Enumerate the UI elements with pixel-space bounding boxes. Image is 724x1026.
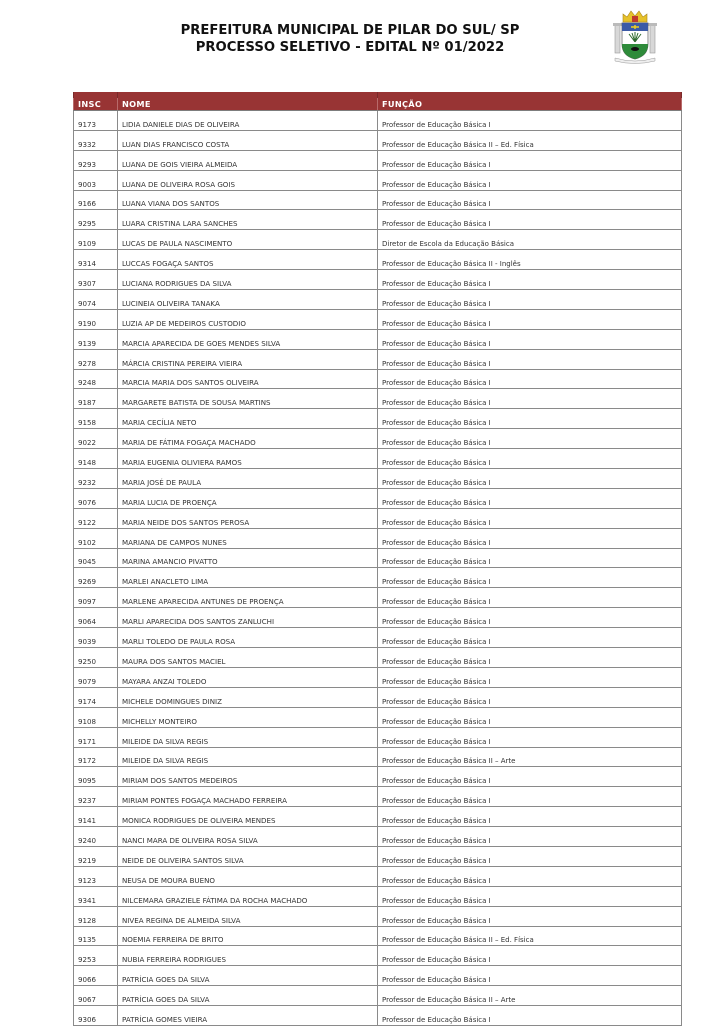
cell-insc: 9022 (74, 429, 118, 449)
cell-insc: 9148 (74, 449, 118, 469)
cell-nome: MARLI TOLEDO DE PAULA ROSA (118, 628, 378, 648)
cell-funcao: Professor de Educação Básica I (378, 667, 682, 687)
cell-nome: LUCIANA RODRIGUES DA SILVA (118, 270, 378, 290)
cell-funcao: Professor de Educação Básica I (378, 429, 682, 449)
cell-nome: MARIA EUGENIA OLIVIERA RAMOS (118, 449, 378, 469)
cell-insc: 9045 (74, 548, 118, 568)
table-row (74, 787, 682, 807)
table-row (74, 846, 682, 866)
table-row (74, 230, 682, 250)
cell-nome: LUCAS DE PAULA NASCIMENTO (118, 230, 378, 250)
cell-insc: 9293 (74, 150, 118, 170)
cell-funcao: Professor de Educação Básica I (378, 270, 682, 290)
cell-funcao: Professor de Educação Básica I (378, 1006, 682, 1026)
cell-nome: NUBIA FERREIRA RODRIGUES (118, 946, 378, 966)
cell-nome: MONICA RODRIGUES DE OLIVEIRA MENDES (118, 807, 378, 827)
cell-insc: 9064 (74, 608, 118, 628)
cell-nome: MICHELE DOMINGUES DINIZ (118, 687, 378, 707)
cell-nome: LUCINEIA OLIVEIRA TANAKA (118, 290, 378, 310)
cell-funcao: Professor de Educação Básica I (378, 150, 682, 170)
cell-nome: MARIA DE FÁTIMA FOGAÇA MACHADO (118, 429, 378, 449)
cell-insc: 9219 (74, 846, 118, 866)
cell-insc: 9232 (74, 469, 118, 489)
cell-nome: MARLEI ANACLETO LIMA (118, 568, 378, 588)
table-row (74, 349, 682, 369)
cell-insc: 9295 (74, 210, 118, 230)
cell-funcao: Professor de Educação Básica I (378, 628, 682, 648)
cell-funcao: Professor de Educação Básica I (378, 648, 682, 668)
cell-funcao: Professor de Educação Básica II – Ed. Física (378, 926, 682, 946)
cell-insc: 9172 (74, 747, 118, 767)
cell-funcao: Professor de Educação Básica I (378, 488, 682, 508)
cell-nome: LUARA CRISTINA LARA SANCHES (118, 210, 378, 230)
table-row (74, 508, 682, 528)
table-row (74, 429, 682, 449)
cell-nome: NIVEA REGINA DE ALMEIDA SILVA (118, 906, 378, 926)
cell-nome: NEUSA DE MOURA BUENO (118, 866, 378, 886)
table-row (74, 488, 682, 508)
cell-funcao: Professor de Educação Básica I (378, 190, 682, 210)
cell-nome: MAURA DOS SANTOS MACIEL (118, 648, 378, 668)
cell-nome: LUANA VIANA DOS SANTOS (118, 190, 378, 210)
cell-insc: 9171 (74, 727, 118, 747)
cell-nome: MÁRCIA CRISTINA PEREIRA VIEIRA (118, 349, 378, 369)
table-row (74, 886, 682, 906)
cell-nome: PATRÍCIA GOES DA SILVA (118, 986, 378, 1006)
table-row (74, 1006, 682, 1026)
cell-funcao: Professor de Educação Básica I (378, 588, 682, 608)
cell-funcao: Professor de Educação Básica II - Inglês (378, 250, 682, 270)
cell-insc: 9190 (74, 309, 118, 329)
table-row (74, 150, 682, 170)
table-row (74, 409, 682, 429)
cell-nome: NEIDE DE OLIVEIRA SANTOS SILVA (118, 846, 378, 866)
cell-funcao: Professor de Educação Básica I (378, 707, 682, 727)
cell-insc: 9128 (74, 906, 118, 926)
table-row (74, 866, 682, 886)
title-line-1: PREFEITURA MUNICIPAL DE PILAR DO SUL/ SP (180, 23, 520, 38)
table-row (74, 827, 682, 847)
cell-funcao: Professor de Educação Básica I (378, 608, 682, 628)
cell-insc: 9079 (74, 667, 118, 687)
cell-insc: 9237 (74, 787, 118, 807)
cell-funcao: Professor de Educação Básica I (378, 548, 682, 568)
cell-funcao: Professor de Educação Básica I (378, 727, 682, 747)
cell-insc: 9108 (74, 707, 118, 727)
table-row (74, 568, 682, 588)
cell-nome: PATRÍCIA GOMES VIEIRA (118, 1006, 378, 1026)
cell-insc: 9109 (74, 230, 118, 250)
cell-nome: MARCIA MARIA DOS SANTOS OLIVEIRA (118, 369, 378, 389)
cell-nome: NOEMIA FERREIRA DE BRITO (118, 926, 378, 946)
table-row (74, 648, 682, 668)
cell-funcao: Professor de Educação Básica I (378, 329, 682, 349)
cell-insc: 9066 (74, 966, 118, 986)
cell-insc: 9332 (74, 130, 118, 150)
table-row (74, 170, 682, 190)
cell-insc: 9269 (74, 568, 118, 588)
table-row (74, 449, 682, 469)
column-header-nome: NOME (118, 98, 378, 111)
cell-nome: MIRIAM PONTES FOGAÇA MACHADO FERREIRA (118, 787, 378, 807)
cell-nome: NANCI MARA DE OLIVEIRA ROSA SILVA (118, 827, 378, 847)
cell-funcao: Professor de Educação Básica I (378, 309, 682, 329)
cell-funcao: Professor de Educação Básica I (378, 946, 682, 966)
coat-of-arms-icon (611, 8, 659, 64)
cell-nome: LUAN DIAS FRANCISCO COSTA (118, 130, 378, 150)
cell-funcao: Professor de Educação Básica I (378, 906, 682, 926)
cell-insc: 9123 (74, 866, 118, 886)
cell-funcao: Professor de Educação Básica I (378, 827, 682, 847)
column-header-insc: INSC (74, 98, 118, 111)
table-row (74, 210, 682, 230)
cell-insc: 9097 (74, 588, 118, 608)
cell-funcao: Professor de Educação Básica I (378, 369, 682, 389)
cell-nome: MARLENE APARECIDA ANTUNES DE PROENÇA (118, 588, 378, 608)
table-row (74, 270, 682, 290)
table-row (74, 667, 682, 687)
table-row (74, 130, 682, 150)
table-row (74, 807, 682, 827)
cell-insc: 9306 (74, 1006, 118, 1026)
table-row (74, 190, 682, 210)
cell-insc: 9341 (74, 886, 118, 906)
right-pillar (650, 25, 655, 53)
cell-nome: MAYARA ANZAI TOLEDO (118, 667, 378, 687)
cell-funcao: Professor de Educação Básica I (378, 469, 682, 489)
table-row (74, 111, 682, 131)
cell-funcao: Professor de Educação Básica I (378, 886, 682, 906)
cell-nome: MARIA CECÍLIA NETO (118, 409, 378, 429)
candidates-table-container (73, 92, 681, 1026)
cell-funcao: Professor de Educação Básica I (378, 409, 682, 429)
cell-funcao: Professor de Educação Básica II – Arte (378, 986, 682, 1006)
cell-nome: MARGARETE BATISTA DE SOUSA MARTINS (118, 389, 378, 409)
cell-insc: 9102 (74, 528, 118, 548)
cell-nome: MARINA AMANCIO PIVATTO (118, 548, 378, 568)
cell-insc: 9248 (74, 369, 118, 389)
cell-funcao: Professor de Educação Básica I (378, 508, 682, 528)
cell-funcao: Professor de Educação Básica I (378, 568, 682, 588)
cell-nome: MICHELLY MONTEIRO (118, 707, 378, 727)
table-row (74, 290, 682, 310)
table-row (74, 767, 682, 787)
table-row (74, 926, 682, 946)
cell-insc: 9095 (74, 767, 118, 787)
table-row (74, 687, 682, 707)
cell-insc: 9173 (74, 111, 118, 131)
cell-funcao: Professor de Educação Básica II – Arte (378, 747, 682, 767)
cell-nome: LUZIA AP DE MEDEIROS CUSTODIO (118, 309, 378, 329)
cell-insc: 9278 (74, 349, 118, 369)
table-body (74, 111, 682, 1026)
cell-nome: LUANA DE GOIS VIEIRA ALMEIDA (118, 150, 378, 170)
cell-insc: 9253 (74, 946, 118, 966)
cell-insc: 9122 (74, 508, 118, 528)
table-row (74, 329, 682, 349)
title-line-2: PROCESSO SELETIVO - EDITAL Nº 01/2022 (195, 40, 505, 55)
table-row (74, 608, 682, 628)
cell-nome: MARIANA DE CAMPOS NUNES (118, 528, 378, 548)
table-row (74, 966, 682, 986)
table-row (74, 389, 682, 409)
cell-funcao: Professor de Educação Básica II – Ed. Física (378, 130, 682, 150)
table-row (74, 469, 682, 489)
cell-nome: MARIA LUCIA DE PROENÇA (118, 488, 378, 508)
cell-funcao: Professor de Educação Básica I (378, 866, 682, 886)
column-header-funcao: FUNÇÃO (378, 98, 682, 111)
cell-funcao: Professor de Educação Básica I (378, 787, 682, 807)
cell-insc: 9141 (74, 807, 118, 827)
cell-funcao: Professor de Educação Básica I (378, 528, 682, 548)
left-pillar (615, 25, 620, 53)
table-row (74, 369, 682, 389)
cell-nome: LUCCAS FOGAÇA SANTOS (118, 250, 378, 270)
cell-insc: 9240 (74, 827, 118, 847)
cell-insc: 9135 (74, 926, 118, 946)
table-row (74, 707, 682, 727)
table-row (74, 309, 682, 329)
cell-nome: MARIA NEIDE DOS SANTOS PEROSA (118, 508, 378, 528)
table-row (74, 250, 682, 270)
shield-base (622, 44, 648, 59)
cell-nome: NILCEMARA GRAZIELE FÁTIMA DA ROCHA MACHADO (118, 886, 378, 906)
crown-gate (632, 16, 638, 22)
cell-nome: MIRIAM DOS SANTOS MEDEIROS (118, 767, 378, 787)
cell-nome: LUANA DE OLIVEIRA ROSA GOIS (118, 170, 378, 190)
cell-insc: 9158 (74, 409, 118, 429)
table-row (74, 588, 682, 608)
cell-insc: 9003 (74, 170, 118, 190)
cell-insc: 9076 (74, 488, 118, 508)
table-row (74, 727, 682, 747)
cell-funcao: Professor de Educação Básica I (378, 111, 682, 131)
cell-insc: 9166 (74, 190, 118, 210)
cell-insc: 9067 (74, 986, 118, 1006)
cell-nome: MILEIDE DA SILVA REGIS (118, 747, 378, 767)
table-row (74, 548, 682, 568)
document-title (150, 22, 550, 56)
cell-nome: MARIA JOSÉ DE PAULA (118, 469, 378, 489)
cell-funcao: Professor de Educação Básica I (378, 170, 682, 190)
table-row (74, 528, 682, 548)
table-row (74, 628, 682, 648)
cell-insc: 9314 (74, 250, 118, 270)
cell-nome: MARCIA APARECIDA DE GOES MENDES SILVA (118, 329, 378, 349)
cell-nome: MILEIDE DA SILVA REGIS (118, 727, 378, 747)
cell-funcao: Professor de Educação Básica I (378, 449, 682, 469)
cell-funcao: Professor de Educação Básica I (378, 210, 682, 230)
cell-insc: 9039 (74, 628, 118, 648)
table-header-row (74, 98, 682, 111)
cell-nome: PATRÍCIA GOES DA SILVA (118, 966, 378, 986)
cell-insc: 9250 (74, 648, 118, 668)
cell-funcao: Professor de Educação Básica I (378, 290, 682, 310)
cell-funcao: Professor de Educação Básica I (378, 687, 682, 707)
cell-funcao: Professor de Educação Básica I (378, 846, 682, 866)
cell-funcao: Diretor de Escola da Educação Básica (378, 230, 682, 250)
cell-insc: 9187 (74, 389, 118, 409)
cell-funcao: Professor de Educação Básica I (378, 807, 682, 827)
table-row (74, 946, 682, 966)
cell-funcao: Professor de Educação Básica I (378, 349, 682, 369)
cell-nome: LIDIA DANIELE DIAS DE OLIVEIRA (118, 111, 378, 131)
cell-funcao: Professor de Educação Básica I (378, 389, 682, 409)
table-row (74, 747, 682, 767)
cell-insc: 9307 (74, 270, 118, 290)
candidates-table (73, 92, 682, 1026)
cell-funcao: Professor de Educação Básica I (378, 966, 682, 986)
cell-nome: MARLI APARECIDA DOS SANTOS ZANLUCHI (118, 608, 378, 628)
cell-insc: 9174 (74, 687, 118, 707)
cell-insc: 9074 (74, 290, 118, 310)
table-row (74, 906, 682, 926)
cell-funcao: Professor de Educação Básica I (378, 767, 682, 787)
table-row (74, 986, 682, 1006)
cell-insc: 9139 (74, 329, 118, 349)
